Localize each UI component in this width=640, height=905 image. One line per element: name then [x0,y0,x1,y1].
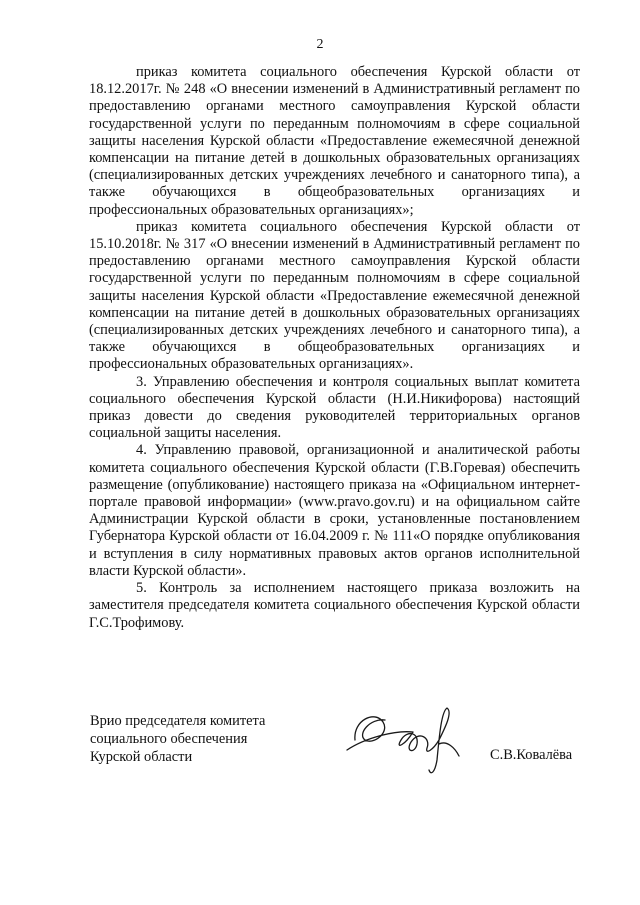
signatory-title-line: Курской области [90,749,193,765]
paragraph-order-248: приказ комитета социального обеспечения Курской области от 18.12.2017г. № 248 «О внесении изменений в Административный регламент по предоставлению органами местного самоуправления Курской области государственной услуги по переданным полномочиям в сфере социальной защиты населения Курской области «Предоставление ежемесячной денежной компенсации на питание детей в дошкольных образовательных организациях (специализированных детских учреждениях лечебного и санаторного типа), а также обучающихся в общеобразовательных организациях и профессиональных образовательных организациях»; [89,64,580,218]
signatory-title [90,712,265,766]
signatory-title-line: социального обеспечения [90,731,248,747]
page-number: 2 [316,37,324,52]
handwritten-signature [335,700,475,780]
document-body [89,64,580,632]
paragraph-item-4: 4. Управлению правовой, организационной и аналитической работы комитета социального обеспечения Курской области (Г.В.Горевая) обеспечить размещение (опубликование) настоящего приказа на «Официальном интернет-портале правовой информации» (www.pravo.gov.ru) и на официальном сайте Администрации Курской области в сроки, установленные постановлением Губернатора Курской области от 16.04.2009 г. № 111«О порядке опубликования и вступления в силу нормативных правовых актов органов исполнительной власти Курской области». [89,442,580,579]
signatory-name: С.В.Ковалёва [490,747,573,763]
paragraph-item-5: 5. Контроль за исполнением настоящего приказа возложить на заместителя председателя комитета социального обеспечения Курской области Г.С.Трофимову. [89,580,580,631]
paragraph-item-3: 3. Управлению обеспечения и контроля социальных выплат комитета социального обеспечения Курской области (Н.И.Никифорова) настоящий приказ довести до сведения руководителей территориальных органов социальной защиты населения. [89,373,580,442]
signatory-title-line: Врио председателя комитета [90,713,266,729]
paragraph-order-317: приказ комитета социального обеспечения Курской области от 15.10.2018г. № 317 «О внесении изменений в Административный регламент по предоставлению органами местного самоуправления Курской области государственной услуги по переданным полномочиям в сфере социальной защиты населения Курской области «Предоставление ежемесячной денежной компенсации на питание детей в дошкольных образовательных организациях (специализированных детских учреждениях лечебного и санаторного типа), а также обучающихся в общеобразовательных организациях и профессиональных образовательных организациях». [89,218,580,373]
